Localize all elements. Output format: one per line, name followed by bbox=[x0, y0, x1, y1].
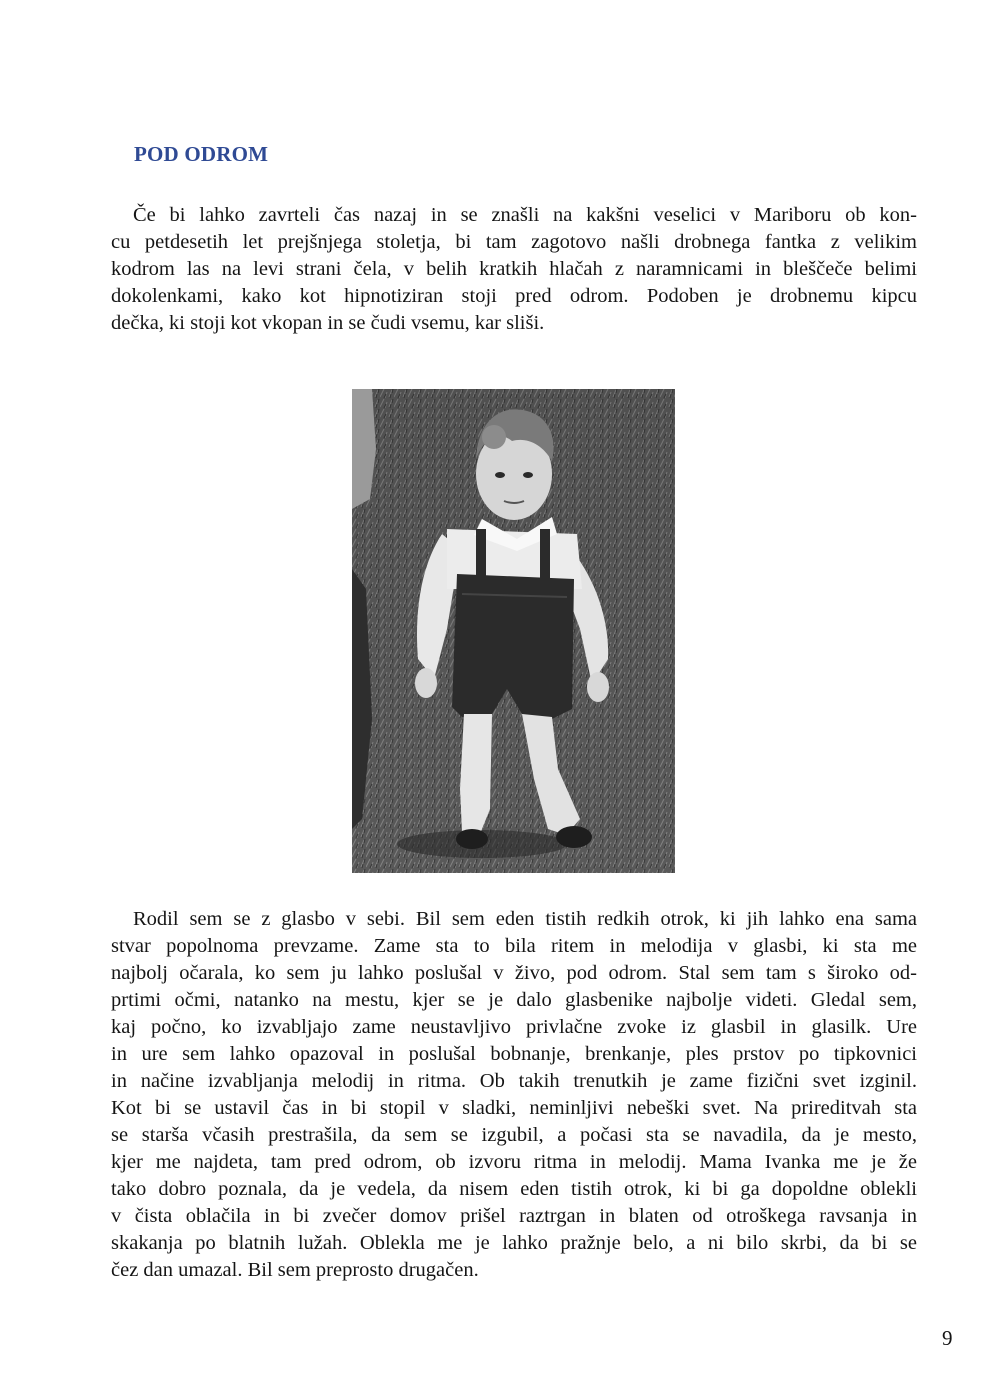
text-line: stvar popolnoma prevzame. Zame sta to bila ritem in melodija v glasbi, ki sta me bbox=[111, 935, 917, 957]
text-line: prtimi očmi, natanko na mestu, kjer se je dalo glasbenike najbolje videti. Gledal sem, bbox=[111, 989, 917, 1011]
text-line: Rodil sem se z glasbo v sebi. Bil sem eden tistih redkih otrok, ki jih lahko ena sama bbox=[133, 908, 917, 930]
text-line: cu petdesetih let prejšnjega stoletja, bi tam zagotovo našli drobnega fantka z velikim bbox=[111, 231, 917, 253]
text-line: in ure sem lahko opazoval in poslušal bobnanje, brenkanje, ples prstov po tipkovnici bbox=[111, 1043, 917, 1065]
text-line: kodrom las na levi strani čela, v belih kratkih hlačah z naramnicami in bleščeče belimi bbox=[111, 258, 917, 280]
page-number: 9 bbox=[942, 1326, 953, 1350]
text-line: se starša včasih prestrašila, da sem se izgubil, a počasi sta se navadila, da je mesto, bbox=[111, 1124, 917, 1146]
text-line: v čista oblačila in bi zvečer domov prišel raztrgan in blaten od otroškega ravsanja in bbox=[111, 1205, 917, 1227]
text-line: skakanja po blatnih lužah. Oblekla me je lahko pražnje belo, a ni bilo skrbi, da bi se bbox=[111, 1232, 917, 1254]
chapter-title: POD ODROM bbox=[134, 142, 269, 166]
text-line: kjer me najdeta, tam pred odrom, ob izvoru ritma in melodij. Mama Ivanka me je že bbox=[111, 1151, 917, 1173]
text-line: Kot bi se ustavil čas in bi stopil v sladki, neminljivi nebeški svet. Na prireditvah sta bbox=[111, 1097, 917, 1119]
text-line: čez dan umazal. Bil sem preprosto drugačen. bbox=[111, 1259, 479, 1281]
text-line: najbolj očarala, ko sem ju lahko poslušal v živo, pod odrom. Stal sem tam s široko od- bbox=[111, 962, 917, 984]
intro-paragraph bbox=[111, 202, 917, 337]
body-paragraph bbox=[111, 906, 917, 1284]
text-line: dečka, ki stoji kot vkopan in se čudi vsemu, kar sliši. bbox=[111, 312, 545, 334]
text-line: Če bi lahko zavrteli čas nazaj in se znašli na kakšni veselici v Mariboru ob kon- bbox=[133, 204, 917, 226]
toddler-photo bbox=[352, 389, 675, 873]
text-line: in načine izvabljanja melodij in ritma. Ob takih trenutkih je zame fizični svet izginil. bbox=[111, 1070, 917, 1092]
text-line: tako dobro poznala, da je vedela, da nisem eden tistih otrok, ki bi ga dopoldne oblekli bbox=[111, 1178, 917, 1200]
text-line: kaj počno, ko izvabljajo zame neustavljivo privlačne zvoke iz glasbil in glasilk. Ure bbox=[111, 1016, 917, 1038]
text-line: dokolenkami, kako kot hipnotiziran stoji pred odrom. Podoben je drobnemu kipcu bbox=[111, 285, 917, 307]
